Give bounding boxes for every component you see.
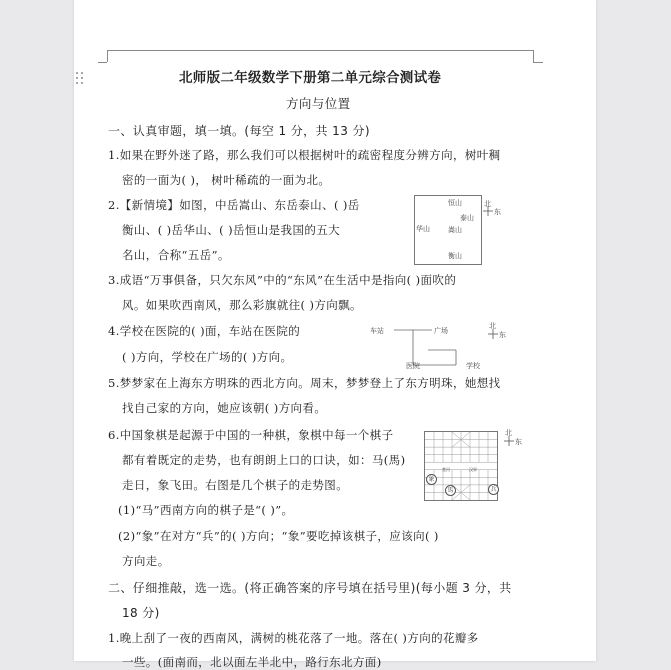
chess-board-figure <box>424 428 524 502</box>
chess-piece-bing: 兵 <box>488 484 499 495</box>
compass-north-label: 北 <box>489 322 496 330</box>
route-label-hospital: 医院 <box>406 362 420 370</box>
map-label-hengshan-south: 衡山 <box>448 252 462 260</box>
s2-q1-line1: 1.晚上刮了一夜的西南风，满树的桃花落了一地。落在( )方向的花瓣多 <box>108 631 479 645</box>
q4-line2: ( )方向，学校在广场的( )方向。 <box>122 350 293 364</box>
page-subtitle: 方向与位置 <box>286 96 351 111</box>
header-corner-left <box>107 50 108 62</box>
q6-sub2-line2: 方向走。 <box>122 554 170 568</box>
map-label-taishan: 泰山 <box>460 214 474 222</box>
route-map-figure <box>368 320 518 372</box>
compass-east-label: 东 <box>515 438 522 446</box>
q5-line2: 找自己家的方向，她应该朝( )方向看。 <box>122 401 327 415</box>
chess-grid <box>425 432 497 500</box>
q2-line2: 衡山、( )岳华山、( )岳恒山是我国的五大 <box>122 223 341 237</box>
compass-north-label: 北 <box>505 429 512 437</box>
q3-line1: 3.成语“万事俱备，只欠东风”中的“东风”在生活中是指向( )面吹的 <box>108 273 457 287</box>
q6-line1: 6.中国象棋是起源于中国的一种棋，象棋中每一个棋子 <box>108 428 394 442</box>
q6-line2: 都有着既定的走势，也有朗朗上口的口诀，如：马(馬) <box>122 453 406 467</box>
compass-east-label: 东 <box>494 208 501 216</box>
compass-cross-icon <box>488 329 498 339</box>
compass-east-label: 东 <box>499 331 506 339</box>
route-label-station: 车站 <box>370 327 384 335</box>
q6-sub2-line1: (2)“象”在对方“兵”的( )方向；“象”要吃掉该棋子，应该向( ) <box>118 529 439 543</box>
q1-line2: 密的一面为( )， 树叶稀疏的一面为北。 <box>122 173 331 187</box>
q6-line3: 走日，象飞田。右图是几个棋子的走势图。 <box>122 478 349 492</box>
map-label-songshan: 嵩山 <box>448 226 462 234</box>
section1-heading: 一、认真审题，填一填。(每空 1 分，共 13 分) <box>108 124 370 138</box>
chess-piece-ma: 馬 <box>445 485 456 496</box>
drag-handle-icon[interactable] <box>74 71 84 85</box>
header-corner-right <box>533 50 534 62</box>
header-tick-left <box>98 62 107 63</box>
section2-heading-line2: 18 分) <box>122 606 160 620</box>
chess-river-left: 楚河 <box>442 467 450 472</box>
compass-cross-icon <box>504 436 514 446</box>
route-label-plaza: 广场 <box>434 327 448 335</box>
route-label-school: 学校 <box>466 362 480 370</box>
page-title: 北师版二年级数学下册第二单元综合测试卷 <box>179 70 442 86</box>
header-tick-right <box>533 62 543 63</box>
q1-line1: 1.如果在野外迷了路，那么我们可以根据树叶的疏密程度分辨方向，树叶稠 <box>108 148 501 162</box>
map-label-huashan: 华山 <box>416 225 430 233</box>
s2-q1-line2: 一些。(面南而，北以面左半北中，路行东北方面) <box>122 655 382 669</box>
header-rule <box>107 50 534 51</box>
compass-cross-icon <box>483 206 493 216</box>
chess-piece-xiang: 象 <box>426 474 437 485</box>
q3-line2: 风。如果吹西南风，那么彩旗就往( )方向飘。 <box>122 298 362 312</box>
q2-line3: 名山，合称“五岳”。 <box>122 248 230 262</box>
mountains-map-figure <box>414 195 514 267</box>
q4-line1: 4.学校在医院的( )面，车站在医院的 <box>108 324 301 338</box>
section2-heading-line1: 二、仔细推敲，选一选。(将正确答案的序号填在括号里)(每小题 3 分，共 <box>108 581 512 595</box>
compass-north-label: 北 <box>484 200 491 208</box>
q5-line1: 5.梦梦家在上海东方明珠的西北方向。周末，梦梦登上了东方明珠，她想找 <box>108 376 501 390</box>
map-label-hengshan-north: 恒山 <box>448 199 462 207</box>
q2-line1: 2.【新情境】如图，中岳嵩山、东岳泰山、( )岳 <box>108 198 360 212</box>
q6-sub1: (1)“马”西南方向的棋子是“( )”。 <box>118 503 294 517</box>
chess-river-right: 汉界 <box>469 467 477 472</box>
